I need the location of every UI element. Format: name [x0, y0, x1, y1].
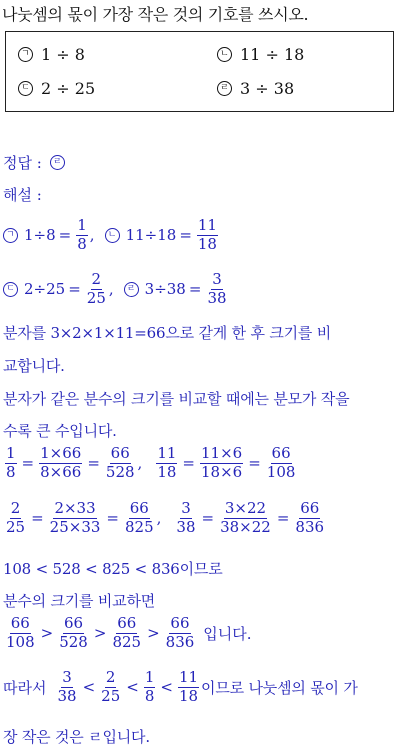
- fraction: [206, 272, 227, 307]
- less-than-sign: <: [160, 678, 173, 697]
- separator: ,: [89, 226, 95, 245]
- separator: ,: [108, 280, 114, 299]
- calc-expression: 3÷38: [144, 280, 186, 299]
- numerator: 66: [300, 499, 320, 517]
- fraction: [58, 616, 89, 651]
- fraction: [49, 501, 102, 536]
- denominator: 825: [112, 632, 142, 651]
- order-line: [3, 616, 252, 651]
- option-expression: 1 ÷ 8: [41, 45, 85, 64]
- denominator: 528: [105, 462, 135, 481]
- answer-line: [3, 152, 65, 173]
- denominator: 836: [295, 517, 325, 536]
- conversion-line-2: [3, 501, 327, 536]
- denominator: 38×22: [220, 517, 271, 536]
- final-line-2: 장 작은 것은 ㄹ입니다.: [3, 728, 150, 746]
- numerator: 2: [105, 668, 116, 686]
- less-than-sign: <: [126, 678, 139, 697]
- denominator: 8: [6, 462, 16, 481]
- option-symbol: ㄷ: [18, 81, 33, 96]
- denominator: 18: [178, 686, 199, 705]
- numerator: 11: [157, 444, 177, 462]
- final-line-1: [3, 670, 358, 705]
- equals-sign: =: [21, 454, 35, 473]
- numerator: 2: [10, 499, 21, 517]
- calc-symbol: ㄹ: [124, 282, 139, 297]
- fraction: [86, 272, 107, 307]
- greater-than-sign: >: [40, 624, 54, 643]
- equals-sign: =: [179, 226, 192, 245]
- fraction: [200, 446, 243, 481]
- denominator: 25: [101, 686, 121, 705]
- calc-expression: 2÷25: [24, 280, 66, 299]
- denominator: 38: [176, 517, 196, 536]
- option-expression: 11 ÷ 18: [240, 45, 305, 64]
- numerator: 66: [63, 614, 84, 632]
- denominator: 8×66: [40, 462, 82, 481]
- paragraph-2-line-1: 분자가 같은 분수의 크기를 비교할 때에는 분모가 작을: [3, 390, 350, 408]
- numerator: 11: [178, 668, 199, 686]
- denominator: 8: [144, 686, 155, 705]
- equals-sign: =: [31, 509, 44, 528]
- denominator: 825: [125, 517, 154, 536]
- calc-symbol: ㄷ: [3, 282, 18, 297]
- final-tail: 이므로 나눗셈의 몫이 가: [201, 678, 358, 697]
- denominator: 18: [197, 234, 217, 253]
- option-symbol: ㄴ: [217, 47, 232, 62]
- fraction: [197, 218, 218, 253]
- equals-sign: =: [58, 226, 72, 245]
- fraction: [56, 670, 77, 705]
- denominator: 25: [86, 288, 106, 307]
- numerator: 11×6: [201, 444, 243, 462]
- denominator: 25: [6, 517, 26, 536]
- numerator: 66: [10, 614, 30, 632]
- separator: ,: [137, 454, 143, 473]
- option-1: [18, 45, 85, 64]
- separator: ,: [156, 509, 162, 528]
- option-symbol: ㄱ: [18, 47, 33, 62]
- option-2: [217, 45, 304, 64]
- final-prefix: 따라서: [3, 678, 47, 697]
- question-text: 나눗셈의 몫이 가장 작은 것의 기호를 쓰시오.: [2, 5, 309, 24]
- denominator: 38: [57, 686, 77, 705]
- answer-symbol: ㄹ: [50, 155, 65, 170]
- option-4: [217, 79, 294, 98]
- order-tail: 입니다.: [203, 624, 252, 643]
- paragraph-1-line-1: 분자를 3×2×1×11=66으로 같게 한 후 크기를 비: [3, 324, 332, 342]
- paragraph-2-line-2: 수록 큰 수입니다.: [3, 422, 117, 440]
- numerator: 1×66: [40, 444, 82, 462]
- numerator: 2: [91, 270, 102, 288]
- fraction: [76, 218, 88, 253]
- compare-text: 분수의 크기를 비교하면: [3, 592, 156, 610]
- fraction: [5, 501, 26, 536]
- equals-sign: =: [87, 454, 100, 473]
- fraction: [156, 446, 177, 481]
- less-than-sign: <: [82, 678, 96, 697]
- explanation-label: 해설 :: [3, 186, 42, 204]
- calc-symbol: ㄴ: [105, 228, 120, 243]
- conversion-line-1: [3, 446, 298, 481]
- numerator: 3: [212, 270, 222, 288]
- equals-sign: =: [201, 509, 215, 528]
- denominator: 8: [77, 234, 87, 253]
- denominator: 528: [59, 632, 88, 651]
- denominator: 108: [6, 632, 35, 651]
- option-symbol: ㄹ: [217, 81, 232, 96]
- paragraph-1-line-2: 교합니다.: [3, 357, 65, 375]
- denominator: 38: [207, 288, 227, 307]
- denominator: 18: [157, 462, 177, 481]
- equals-sign: =: [106, 509, 119, 528]
- numerator: 66: [110, 444, 130, 462]
- greater-than-sign: >: [93, 624, 107, 643]
- fraction: [39, 446, 82, 481]
- greater-than-sign: >: [147, 624, 160, 643]
- fraction: [178, 670, 199, 705]
- calc-line-1: [3, 218, 220, 253]
- calc-expression: 1÷8: [24, 226, 56, 245]
- calc-expression: 11÷18: [125, 226, 177, 245]
- denominator: 25×33: [49, 517, 101, 536]
- options-box: [5, 31, 394, 112]
- fraction: [165, 616, 196, 651]
- fraction: [124, 501, 155, 536]
- numerator: 66: [271, 444, 291, 462]
- numerator: 3: [181, 499, 191, 517]
- equals-sign: =: [276, 509, 290, 528]
- numerator: 66: [117, 614, 137, 632]
- fraction: [5, 616, 36, 651]
- numerator: 3: [62, 668, 72, 686]
- numerator: 1: [6, 444, 16, 462]
- calc-line-2: [3, 272, 230, 307]
- fraction: [111, 616, 142, 651]
- numerator: 66: [129, 499, 149, 517]
- denominator: 18×6: [201, 462, 243, 481]
- fraction: [105, 446, 136, 481]
- equals-sign: =: [68, 280, 81, 299]
- option-expression: 3 ÷ 38: [240, 79, 295, 98]
- equals-sign: =: [248, 454, 261, 473]
- compare-line: 108 < 528 < 825 < 836이므로: [3, 560, 223, 578]
- fraction: [266, 446, 297, 481]
- numerator: 1: [77, 216, 87, 234]
- fraction: [100, 670, 121, 705]
- numerator: 3×22: [224, 499, 267, 517]
- fraction: [144, 670, 156, 705]
- equals-sign: =: [188, 280, 202, 299]
- denominator: 836: [165, 632, 195, 651]
- fraction: [219, 501, 272, 536]
- fraction: [175, 501, 196, 536]
- option-3: [18, 79, 95, 98]
- numerator: 66: [170, 614, 190, 632]
- calc-symbol: ㄱ: [3, 228, 18, 243]
- denominator: 108: [266, 462, 296, 481]
- option-expression: 2 ÷ 25: [41, 79, 96, 98]
- fraction: [5, 446, 17, 481]
- answer-label: 정답 :: [3, 154, 42, 172]
- numerator: 2×33: [54, 499, 96, 517]
- numerator: 11: [197, 216, 217, 234]
- fraction: [294, 501, 325, 536]
- numerator: 1: [144, 668, 155, 686]
- equals-sign: =: [182, 454, 195, 473]
